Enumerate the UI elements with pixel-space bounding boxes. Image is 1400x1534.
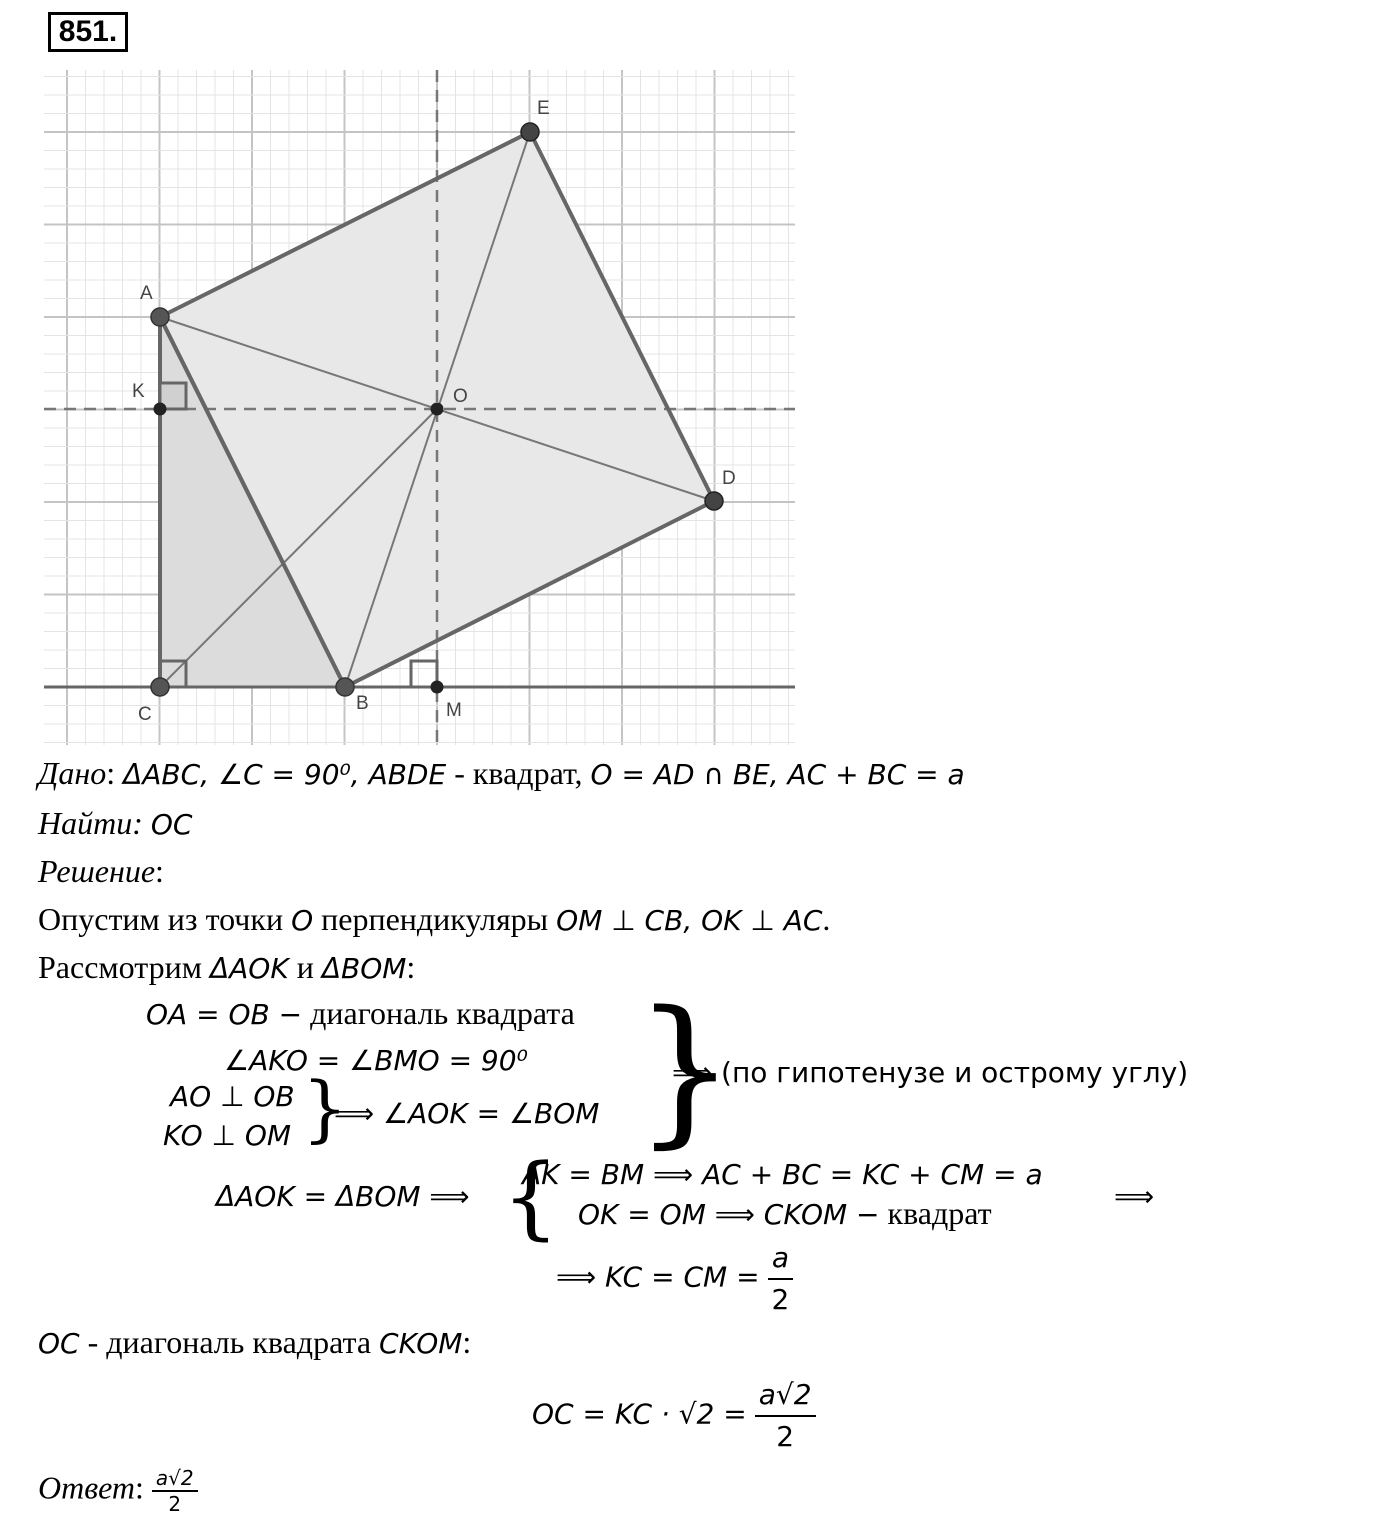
point-K [154,403,167,416]
geometry-figure [0,60,820,760]
find-label: Найти: [38,805,143,841]
system1-inner-result: ⟹ ∠AOK = ∠BOM [334,1097,600,1130]
inner-brace: } [302,1066,348,1150]
outer-brace: } [634,976,736,1163]
result1-fraction: $\frac{a}{2}$ [768,1238,794,1320]
point-M [431,681,444,694]
label-M: M [446,700,462,721]
system1-line3: AO ⊥ OB [170,1080,295,1113]
system2-line1: AK = BM ⟹ AC + BC = KC + CM = a [522,1158,1043,1191]
label-E: E [537,98,550,119]
solution-label: Решение: [38,853,164,889]
find-math: OC [150,808,193,841]
system1-conclusion: ⟹ (по гипотенузе и острому углу) [672,1056,1189,1089]
point-C [151,678,169,696]
system1-line2: ∠AKO = ∠BMO = 90⁰ [224,1044,528,1077]
system1-line4: KO ⊥ OM [163,1119,292,1152]
label-O: O [453,386,468,407]
system2-left: ΔAOK = ΔBOM ⟹ [216,1180,470,1213]
point-D [705,492,723,510]
label-B: B [356,693,369,714]
shapes [44,70,795,745]
result1: ⟹ KC = CM = $\frac{a}{2}$ [556,1238,793,1320]
point-B [336,678,354,696]
point-A [151,308,169,326]
system2-brace: { [502,1145,560,1250]
step2: Рассмотрим ΔAOK и ΔBOM: [38,949,416,985]
problem-number: 851. [48,12,128,52]
system1-line1: OA = OB − диагональ квадрата [146,995,575,1031]
step3: OC - диагональ квадрата CKOM: [38,1324,472,1360]
system2-arrow: ⟹ [1114,1180,1155,1213]
result2-fraction: $\frac{a√2}{2}$ [755,1375,816,1457]
answer: Ответ: $\frac{a√2}{2}$ [38,1466,198,1516]
given-square-text: - квадрат, [454,755,583,791]
label-C: C [138,704,152,725]
system2-line2: OK = OM ⟹ CKOM − квадрат [578,1195,992,1231]
find-line [38,803,192,845]
label-A: A [140,283,153,304]
answer-fraction: $\frac{a√2}{2}$ [152,1466,198,1516]
label-K: K [132,381,145,402]
given-math: ΔABC, ∠C = 90⁰, ABDE [123,758,447,791]
step1: Опустим из точки O перпендикуляры OM ⊥ CB, OK ⊥ AC. [38,901,831,937]
given-line: Дано: ΔABC, ∠C = 90⁰, ABDE - квадрат, O = AD ∩ BE, AC + BC = a [38,755,965,791]
given-math2: O = AD ∩ BE, AC + BC = a [590,758,965,791]
result2: OC = KC · √2 = $\frac{a√2}{2}$ [532,1375,816,1457]
given-label: Дано [38,755,107,791]
point-E [521,123,539,141]
label-D: D [722,468,736,489]
point-O [431,403,444,416]
answer-label: Ответ [38,1469,135,1506]
